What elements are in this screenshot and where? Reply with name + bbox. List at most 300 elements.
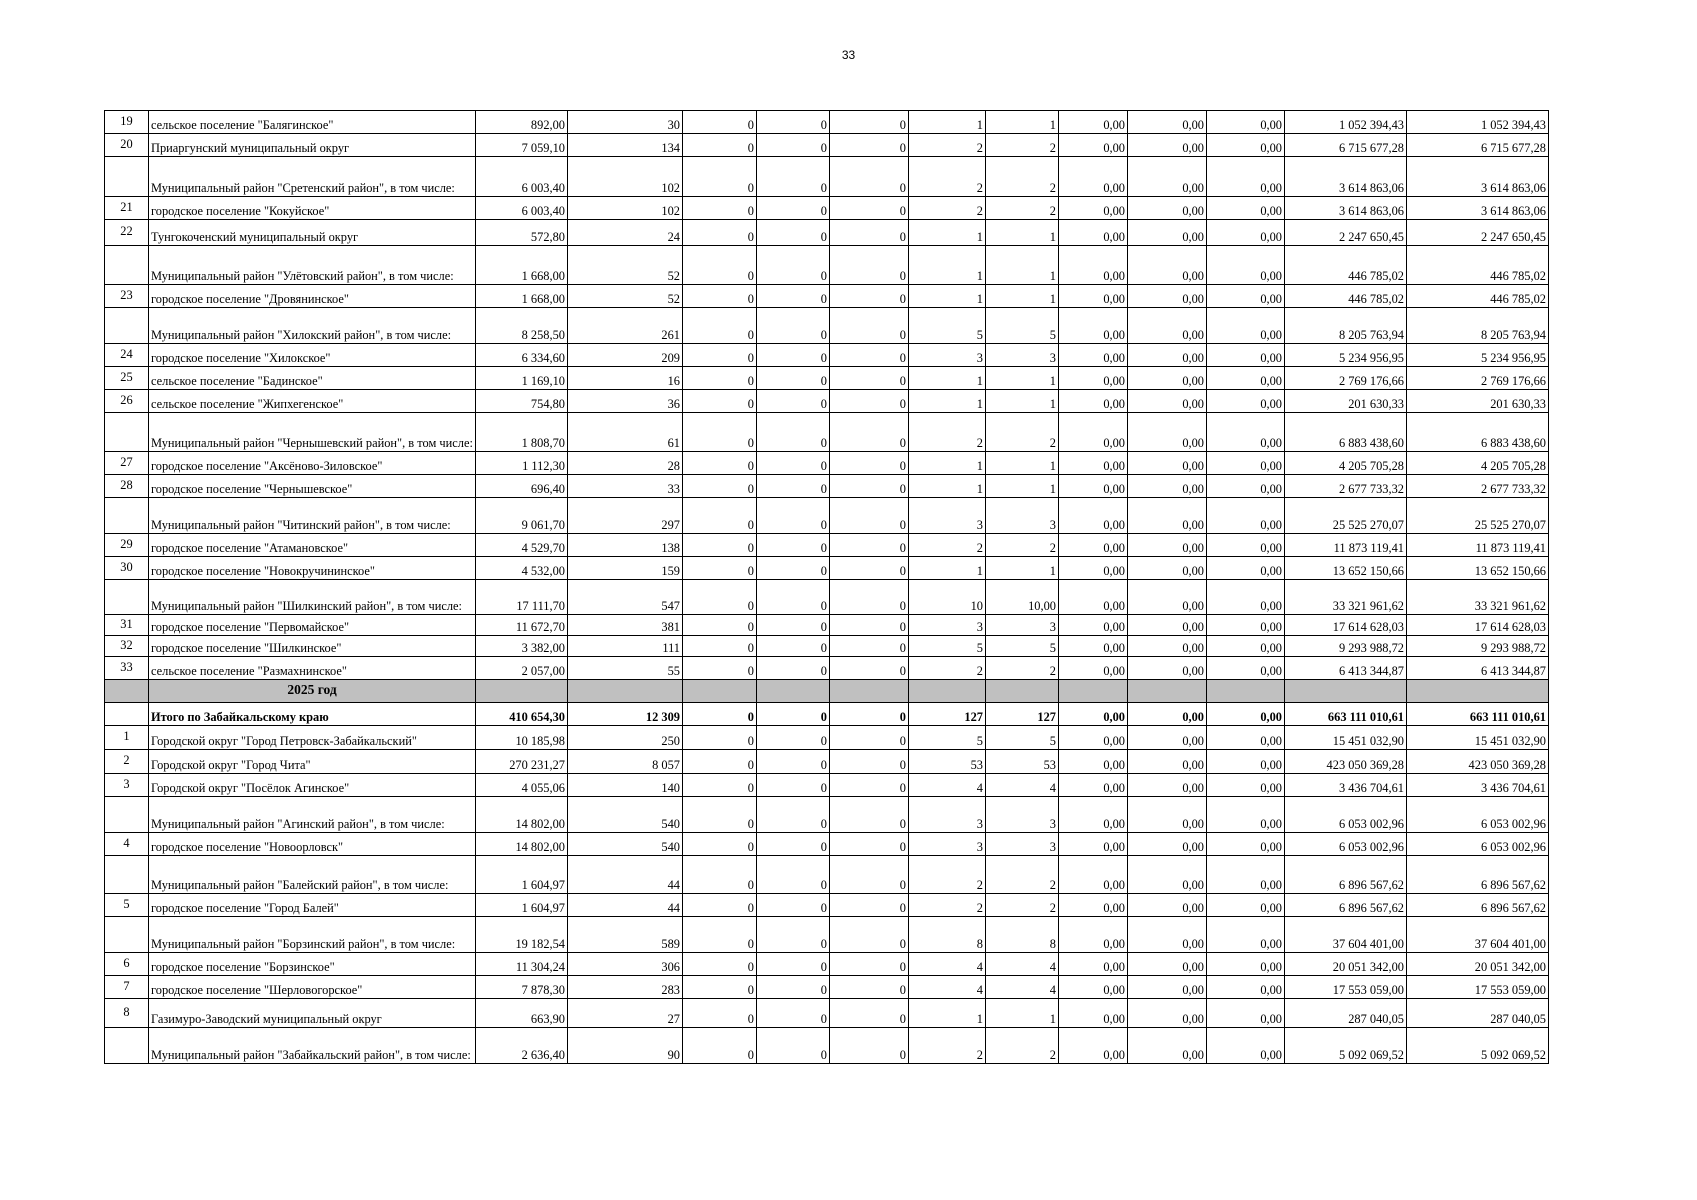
cell-col-8: 1 [909,452,986,475]
cell-col-4: 283 [568,976,683,999]
cell-col-5: 0 [683,413,757,452]
cell-col-13: 663 111 010,61 [1285,703,1407,726]
cell-col-5: 0 [683,285,757,308]
cell-col-11: 0,00 [1128,636,1207,657]
cell-col-7: 0 [830,774,909,797]
cell-col-3: 696,40 [476,475,568,498]
cell-col-8: 1 [909,999,986,1028]
cell-col-10: 0,00 [1059,246,1128,285]
cell-col-5: 0 [683,917,757,953]
cell-col-10: 0,00 [1059,917,1128,953]
cell-col-14: 6 896 567,62 [1407,856,1549,894]
cell-col-3: 1 604,97 [476,856,568,894]
cell-row-number [105,1028,149,1064]
cell-territory-name: городское поселение "Чернышевское" [149,475,476,498]
cell-col-10: 0,00 [1059,976,1128,999]
cell-col-13: 15 451 032,90 [1285,726,1407,750]
cell-row-number: 5 [105,894,149,917]
cell-col-6: 0 [757,534,830,557]
cell-col-7: 0 [830,285,909,308]
cell-col-3: 410 654,30 [476,703,568,726]
cell-col-6: 0 [757,367,830,390]
cell-col-7: 0 [830,498,909,534]
cell-col-12: 0,00 [1207,197,1285,220]
cell-col-14: 2 769 176,66 [1407,367,1549,390]
cell-territory-name: Итого по Забайкальскому краю [149,703,476,726]
cell-col-12: 0,00 [1207,797,1285,833]
cell-col-3: 6 003,40 [476,157,568,197]
cell-col-14: 6 413 344,87 [1407,657,1549,680]
table-row [105,774,1549,797]
cell-col-13: 3 614 863,06 [1285,197,1407,220]
cell-col-8: 10 [909,580,986,615]
cell-col-11: 0,00 [1128,774,1207,797]
cell-row-number: 2 [105,750,149,774]
cell-col-11: 0,00 [1128,367,1207,390]
cell-col-10: 0,00 [1059,197,1128,220]
cell-col-14: 9 293 988,72 [1407,636,1549,657]
cell-col-9: 4 [986,774,1059,797]
cell-col-3: 2 057,00 [476,657,568,680]
cell-col-4: 540 [568,833,683,856]
table-row [105,557,1549,580]
cell-col-11: 0,00 [1128,498,1207,534]
cell-col-4: 12 309 [568,703,683,726]
table-row [105,615,1549,636]
cell-col-5 [683,680,757,703]
cell-territory-name: городское поселение "Борзинское" [149,953,476,976]
cell-col-9: 1 [986,285,1059,308]
cell-col-5: 0 [683,894,757,917]
cell-col-14: 3 614 863,06 [1407,157,1549,197]
cell-col-4: 27 [568,999,683,1028]
cell-row-number: 22 [105,220,149,246]
cell-territory-name: сельское поселение "Жипхегенское" [149,390,476,413]
cell-col-7: 0 [830,894,909,917]
cell-col-5: 0 [683,390,757,413]
cell-col-13: 33 321 961,62 [1285,580,1407,615]
cell-col-7: 0 [830,452,909,475]
table-row [105,856,1549,894]
cell-col-8: 4 [909,953,986,976]
cell-col-5: 0 [683,636,757,657]
cell-col-10: 0,00 [1059,657,1128,680]
cell-col-6: 0 [757,636,830,657]
cell-col-8: 4 [909,976,986,999]
cell-col-14: 446 785,02 [1407,285,1549,308]
cell-col-11: 0,00 [1128,246,1207,285]
cell-col-13: 2 677 733,32 [1285,475,1407,498]
cell-col-13: 446 785,02 [1285,285,1407,308]
cell-col-3: 1 112,30 [476,452,568,475]
cell-col-4: 30 [568,111,683,134]
cell-row-number: 25 [105,367,149,390]
cell-col-3: 8 258,50 [476,308,568,344]
cell-col-14: 8 205 763,94 [1407,308,1549,344]
cell-col-11 [1128,680,1207,703]
cell-col-9: 3 [986,615,1059,636]
year-header-row [105,680,1549,703]
cell-col-12: 0,00 [1207,580,1285,615]
cell-col-11: 0,00 [1128,197,1207,220]
cell-territory-name: Тунгокоченский муниципальный округ [149,220,476,246]
cell-territory-name: городское поселение "Хилокское" [149,344,476,367]
cell-col-3: 9 061,70 [476,498,568,534]
cell-territory-name: городское поселение "Новоорловск" [149,833,476,856]
cell-col-8: 2 [909,157,986,197]
cell-col-11: 0,00 [1128,657,1207,680]
cell-col-11: 0,00 [1128,917,1207,953]
cell-col-3: 2 636,40 [476,1028,568,1064]
cell-territory-name: Муниципальный район "Чернышевский район", в том числе: [149,413,476,452]
cell-territory-name: Городской округ "Посёлок Агинское" [149,774,476,797]
cell-col-4: 90 [568,1028,683,1064]
cell-territory-name: городское поселение "Аксёново-Зиловское" [149,452,476,475]
cell-col-9 [986,680,1059,703]
cell-col-5: 0 [683,220,757,246]
cell-col-6: 0 [757,856,830,894]
cell-col-13: 17 614 628,03 [1285,615,1407,636]
cell-row-number: 1 [105,726,149,750]
cell-col-4: 55 [568,657,683,680]
cell-col-5: 0 [683,452,757,475]
cell-col-6: 0 [757,1028,830,1064]
cell-col-10 [1059,680,1128,703]
table-row [105,111,1549,134]
cell-col-4: 297 [568,498,683,534]
cell-col-12: 0,00 [1207,308,1285,344]
cell-col-12: 0,00 [1207,703,1285,726]
table-row [105,367,1549,390]
cell-col-6 [757,680,830,703]
table-row [105,220,1549,246]
cell-col-10: 0,00 [1059,856,1128,894]
cell-col-12: 0,00 [1207,894,1285,917]
cell-col-9: 1 [986,452,1059,475]
cell-col-11: 0,00 [1128,452,1207,475]
cell-col-6: 0 [757,615,830,636]
cell-col-3: 663,90 [476,999,568,1028]
cell-col-12: 0,00 [1207,953,1285,976]
cell-col-14: 11 873 119,41 [1407,534,1549,557]
cell-col-4 [568,680,683,703]
cell-col-10: 0,00 [1059,797,1128,833]
cell-col-12: 0,00 [1207,367,1285,390]
cell-col-4: 140 [568,774,683,797]
cell-territory-name: городское поселение "Дровянинское" [149,285,476,308]
cell-col-9: 8 [986,917,1059,953]
cell-col-10: 0,00 [1059,390,1128,413]
cell-col-8: 3 [909,344,986,367]
cell-row-number [105,856,149,894]
cell-col-6: 0 [757,452,830,475]
cell-col-14: 6 053 002,96 [1407,833,1549,856]
cell-col-4: 8 057 [568,750,683,774]
table-row [105,917,1549,953]
cell-col-10: 0,00 [1059,157,1128,197]
cell-col-4: 52 [568,285,683,308]
cell-col-9: 53 [986,750,1059,774]
table-row [105,285,1549,308]
cell-col-5: 0 [683,726,757,750]
cell-col-10: 0,00 [1059,534,1128,557]
cell-col-8: 2 [909,413,986,452]
cell-col-5: 0 [683,475,757,498]
cell-col-9: 1 [986,999,1059,1028]
cell-col-8: 5 [909,726,986,750]
cell-col-3: 4 529,70 [476,534,568,557]
cell-col-10: 0,00 [1059,726,1128,750]
cell-col-14: 287 040,05 [1407,999,1549,1028]
cell-col-7: 0 [830,413,909,452]
cell-territory-name: сельское поселение "Бадинское" [149,367,476,390]
cell-col-5: 0 [683,1028,757,1064]
cell-col-9: 2 [986,134,1059,157]
cell-col-14: 13 652 150,66 [1407,557,1549,580]
cell-col-9: 3 [986,344,1059,367]
cell-col-12: 0,00 [1207,534,1285,557]
cell-territory-name: Муниципальный район "Улётовский район", в том числе: [149,246,476,285]
cell-col-10: 0,00 [1059,413,1128,452]
cell-row-number: 4 [105,833,149,856]
cell-col-11: 0,00 [1128,111,1207,134]
cell-col-4: 16 [568,367,683,390]
table-row [105,246,1549,285]
cell-territory-name: городское поселение "Атамановское" [149,534,476,557]
cell-row-number [105,413,149,452]
cell-col-9: 2 [986,534,1059,557]
cell-col-3: 892,00 [476,111,568,134]
cell-col-13: 446 785,02 [1285,246,1407,285]
cell-row-number: 3 [105,774,149,797]
table-row [105,134,1549,157]
data-table [104,110,1549,1064]
cell-col-8: 2 [909,134,986,157]
cell-col-5: 0 [683,657,757,680]
cell-col-11: 0,00 [1128,833,1207,856]
cell-col-11: 0,00 [1128,999,1207,1028]
table-row [105,498,1549,534]
cell-col-4: 261 [568,308,683,344]
cell-col-7: 0 [830,657,909,680]
cell-col-13: 6 896 567,62 [1285,894,1407,917]
cell-col-7: 0 [830,111,909,134]
cell-col-8: 8 [909,917,986,953]
cell-col-7: 0 [830,636,909,657]
cell-col-10: 0,00 [1059,894,1128,917]
cell-col-9: 1 [986,220,1059,246]
cell-row-number [105,917,149,953]
cell-col-4: 33 [568,475,683,498]
cell-col-10: 0,00 [1059,615,1128,636]
cell-col-14: 33 321 961,62 [1407,580,1549,615]
cell-col-9: 2 [986,197,1059,220]
table-row [105,1028,1549,1064]
cell-col-13: 8 205 763,94 [1285,308,1407,344]
cell-col-14: 6 715 677,28 [1407,134,1549,157]
cell-col-4: 540 [568,797,683,833]
cell-col-10: 0,00 [1059,475,1128,498]
cell-col-6: 0 [757,308,830,344]
table-row [105,157,1549,197]
cell-col-5: 0 [683,856,757,894]
cell-col-5: 0 [683,557,757,580]
cell-territory-name: Муниципальный район "Борзинский район", в том числе: [149,917,476,953]
cell-col-11: 0,00 [1128,344,1207,367]
cell-col-3: 1 604,97 [476,894,568,917]
cell-col-3 [476,680,568,703]
table-row [105,976,1549,999]
cell-col-14: 663 111 010,61 [1407,703,1549,726]
cell-col-12: 0,00 [1207,498,1285,534]
cell-col-13: 423 050 369,28 [1285,750,1407,774]
cell-col-11: 0,00 [1128,1028,1207,1064]
cell-territory-name: Муниципальный район "Шилкинский район", в том числе: [149,580,476,615]
cell-col-10: 0,00 [1059,220,1128,246]
cell-col-9: 127 [986,703,1059,726]
cell-row-number [105,703,149,726]
cell-col-14: 6 896 567,62 [1407,894,1549,917]
cell-col-5: 0 [683,999,757,1028]
cell-col-5: 0 [683,534,757,557]
table-row [105,750,1549,774]
cell-col-8: 4 [909,774,986,797]
cell-col-6: 0 [757,285,830,308]
cell-col-4: 44 [568,894,683,917]
cell-col-3: 3 382,00 [476,636,568,657]
cell-row-number: 21 [105,197,149,220]
cell-col-6: 0 [757,833,830,856]
cell-col-8: 2 [909,894,986,917]
table-row [105,413,1549,452]
cell-col-9: 5 [986,308,1059,344]
cell-col-12: 0,00 [1207,111,1285,134]
cell-col-12: 0,00 [1207,976,1285,999]
cell-col-12: 0,00 [1207,999,1285,1028]
cell-col-3: 10 185,98 [476,726,568,750]
cell-col-6: 0 [757,917,830,953]
cell-col-12: 0,00 [1207,774,1285,797]
cell-col-8: 2 [909,197,986,220]
cell-col-13: 17 553 059,00 [1285,976,1407,999]
cell-col-11: 0,00 [1128,797,1207,833]
cell-territory-name: Муниципальный район "Балейский район", в том числе: [149,856,476,894]
cell-col-7: 0 [830,917,909,953]
cell-col-4: 134 [568,134,683,157]
cell-territory-name: Муниципальный район "Агинский район", в том числе: [149,797,476,833]
cell-col-13: 3 436 704,61 [1285,774,1407,797]
cell-col-9: 4 [986,953,1059,976]
cell-col-6: 0 [757,157,830,197]
cell-col-9: 5 [986,636,1059,657]
cell-col-8: 1 [909,367,986,390]
cell-col-7: 0 [830,220,909,246]
cell-col-4: 28 [568,452,683,475]
cell-col-7: 0 [830,726,909,750]
cell-col-8: 2 [909,657,986,680]
cell-territory-name: сельское поселение "Балягинское" [149,111,476,134]
cell-col-3: 14 802,00 [476,833,568,856]
cell-col-12: 0,00 [1207,833,1285,856]
cell-territory-name: городское поселение "Город Балей" [149,894,476,917]
table-row [105,953,1549,976]
cell-col-6: 0 [757,774,830,797]
cell-col-11: 0,00 [1128,220,1207,246]
cell-row-number: 6 [105,953,149,976]
cell-col-8: 1 [909,557,986,580]
cell-row-number: 26 [105,390,149,413]
cell-col-9: 10,00 [986,580,1059,615]
cell-col-9: 2 [986,894,1059,917]
cell-territory-name: Городской округ "Город Петровск-Забайкальский" [149,726,476,750]
table-body [105,111,1549,1064]
cell-col-7: 0 [830,475,909,498]
cell-col-10: 0,00 [1059,833,1128,856]
cell-col-12: 0,00 [1207,726,1285,750]
cell-col-6: 0 [757,475,830,498]
cell-col-11: 0,00 [1128,557,1207,580]
cell-col-9: 2 [986,1028,1059,1064]
cell-col-14 [1407,680,1549,703]
cell-col-8: 5 [909,308,986,344]
cell-col-5: 0 [683,134,757,157]
cell-col-6: 0 [757,999,830,1028]
cell-col-14: 2 247 650,45 [1407,220,1549,246]
cell-col-7: 0 [830,344,909,367]
cell-col-12: 0,00 [1207,750,1285,774]
table-row [105,344,1549,367]
cell-col-5: 0 [683,976,757,999]
cell-col-14: 4 205 705,28 [1407,452,1549,475]
cell-col-6: 0 [757,750,830,774]
cell-col-8: 1 [909,285,986,308]
cell-col-5: 0 [683,750,757,774]
cell-col-5: 0 [683,580,757,615]
cell-row-number: 33 [105,657,149,680]
cell-col-14: 17 614 628,03 [1407,615,1549,636]
cell-col-10: 0,00 [1059,367,1128,390]
cell-col-11: 0,00 [1128,856,1207,894]
cell-col-3: 572,80 [476,220,568,246]
cell-col-13: 201 630,33 [1285,390,1407,413]
cell-col-9: 3 [986,833,1059,856]
cell-col-6: 0 [757,246,830,285]
cell-col-12: 0,00 [1207,220,1285,246]
cell-col-14: 423 050 369,28 [1407,750,1549,774]
table-row [105,636,1549,657]
cell-col-9: 1 [986,475,1059,498]
table-row [105,390,1549,413]
cell-row-number: 20 [105,134,149,157]
cell-col-3: 11 672,70 [476,615,568,636]
cell-col-7: 0 [830,703,909,726]
cell-col-14: 5 234 956,95 [1407,344,1549,367]
cell-col-7: 0 [830,750,909,774]
cell-col-11: 0,00 [1128,894,1207,917]
cell-col-5: 0 [683,246,757,285]
cell-col-3: 754,80 [476,390,568,413]
cell-col-6: 0 [757,953,830,976]
cell-col-13: 6 896 567,62 [1285,856,1407,894]
cell-col-13: 3 614 863,06 [1285,157,1407,197]
cell-col-8: 1 [909,111,986,134]
cell-col-13: 6 883 438,60 [1285,413,1407,452]
cell-col-6: 0 [757,197,830,220]
cell-col-5: 0 [683,833,757,856]
cell-col-9: 3 [986,797,1059,833]
cell-col-4: 61 [568,413,683,452]
cell-col-11: 0,00 [1128,308,1207,344]
